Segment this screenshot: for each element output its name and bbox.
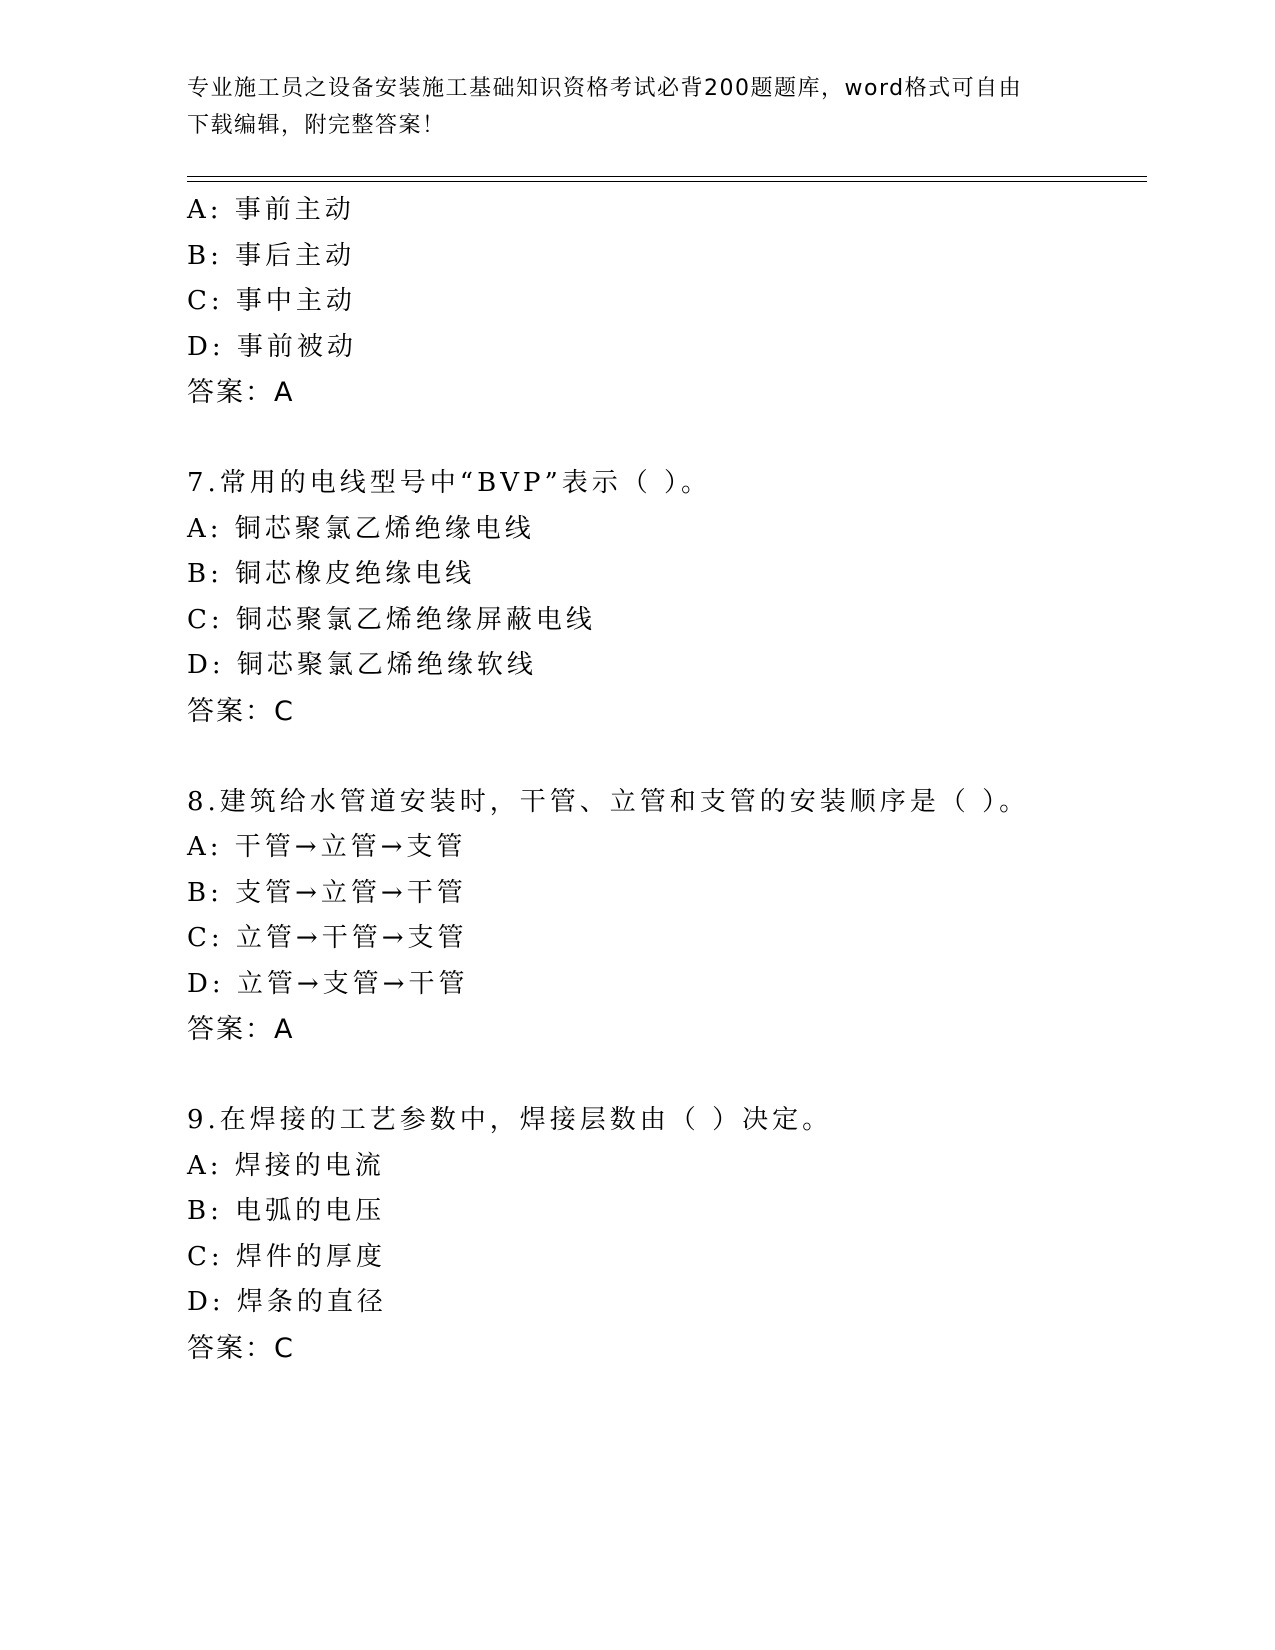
option-c: C: 事中主动 [187, 286, 356, 316]
option-d: D: 事前被动 [187, 331, 357, 362]
option-a: A: 事前主动 [187, 195, 355, 225]
question-stem: 7.常用的电线型号中“BVP”表示（ ）。 [187, 468, 712, 498]
header-line-2: 下载编辑，附完整答案！ [187, 113, 446, 138]
question-stem: 9.在焊接的工艺参数中，焊接层数由（ ）决定。 [187, 1105, 833, 1135]
option-a: A: 铜芯聚氯乙烯绝缘电线 [187, 513, 535, 544]
answer-text: 答案：C [187, 1332, 295, 1364]
question-9 [187, 1098, 1147, 1371]
question-spacer [187, 416, 1147, 462]
answer-text: 答案：C [187, 695, 295, 727]
option-d: D: 立管→支管→干管 [187, 968, 469, 999]
option-c: C: 铜芯聚氯乙烯绝缘屏蔽电线 [187, 604, 596, 635]
document-header [187, 70, 1087, 144]
header-divider-bottom [187, 181, 1147, 182]
question-spacer [187, 1053, 1147, 1099]
option-d: D: 焊条的直径 [187, 1287, 387, 1317]
question-stem: 8.建筑给水管道安装时，干管、立管和支管的安装顺序是（ ）。 [187, 786, 1030, 817]
option-a: A: 干管→立管→支管 [187, 832, 467, 862]
option-b: B: 电弧的电压 [187, 1196, 386, 1226]
question-8 [187, 780, 1147, 1053]
option-b: B: 铜芯橡皮绝缘电线 [187, 559, 476, 589]
question-7 [187, 461, 1147, 734]
option-b: B: 事后主动 [187, 240, 356, 271]
option-c: C: 焊件的厚度 [187, 1241, 386, 1272]
question-spacer [187, 734, 1147, 780]
option-d: D: 铜芯聚氯乙烯绝缘软线 [187, 650, 537, 680]
answer-text: 答案：A [187, 1014, 295, 1045]
header-line-1: 专业施工员之设备安装施工基础知识资格考试必背200题题库，word格式可自由 [187, 76, 1023, 101]
header-divider-top [187, 176, 1147, 177]
option-a: A: 焊接的电流 [187, 1150, 385, 1181]
question-list [187, 188, 1147, 1371]
option-c: C: 立管→干管→支管 [187, 923, 468, 953]
option-b: B: 支管→立管→干管 [187, 877, 467, 908]
question-6 [187, 188, 1147, 416]
answer-text: 答案：A [187, 377, 295, 408]
